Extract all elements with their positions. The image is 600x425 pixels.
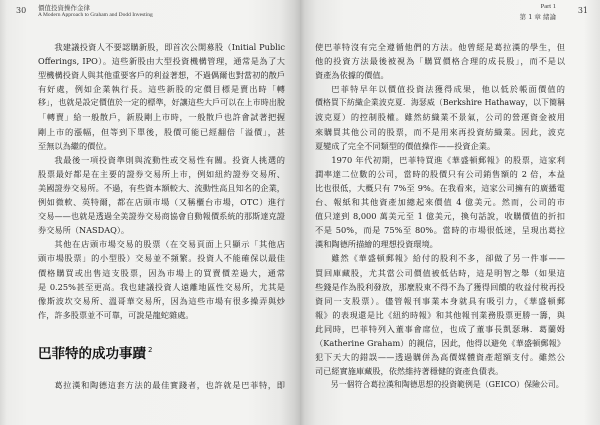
text-line: 台、報紙和其他資產加總起來價值 4 億美元。然而，公司的市	[315, 197, 565, 208]
text-line: 不是 50%，而是 75%至 80%。當時的市場很低迷，呈現出葛拉	[315, 225, 565, 236]
paragraph	[315, 40, 565, 82]
text-line: 漢和陶德所描繪的理想投資環境。	[315, 239, 438, 250]
text-line: 型機構投資人與其他重要客戶的利益著想，不過偶爾也對當初的散戶	[38, 70, 285, 81]
text-line: 交易——也就是透過全美證券交易商協會自動報價系統的那斯達克證	[38, 211, 285, 222]
text-line: 股票最好都是在主要的證券交易所上市，例如紐約證券交易所、	[38, 168, 285, 179]
text-line: 像斯波坎交易所、溫哥華交易所，因為這些市場有很多操弄與炒	[38, 295, 285, 306]
text-line: 頭市場股票」的小型股）交易並不頻繁。投資人不能確保以最佳	[38, 253, 285, 264]
text-line: 價格買下紡織企業波克夏．海瑟威（Berkshire Hathaway，以下簡稱	[315, 98, 565, 108]
text-line: 至無以為繼的價位。	[38, 140, 112, 151]
text-line: （Katherine Graham）的親信，因此，他得以避免《華盛頓郵報》	[315, 337, 565, 348]
text-line: Offerings, IPO）。這些新股由大型投資機構管理，通常是為了大	[38, 56, 285, 67]
text-line: 資同一支股票）。儘管報刊事業本身就具有吸引力，《華盛頓郵	[315, 295, 565, 306]
running-head-part: Part 1	[540, 3, 556, 10]
text-line: 值只達到 8,000 萬美元至 1 億美元，換句話說，收購價值的折扣	[315, 211, 565, 222]
paragraph	[315, 82, 565, 152]
text-line: 資產為依據的價值。	[315, 70, 389, 81]
text-line: 葛拉漢和陶德這套方法的最佳實踐者，也許就是巴菲特，即	[54, 379, 285, 390]
text-line: 是 0.25%甚至更高。我也建議投資人遠離地區性交易所，尤其是	[38, 281, 285, 292]
body-text	[315, 40, 565, 392]
text-line: 有好處，例如企業執行長。這些新股的定價目標是賣出時「轉	[38, 84, 285, 95]
paragraph-group	[315, 40, 565, 392]
paragraph	[38, 378, 285, 392]
paragraph	[315, 251, 565, 378]
text-line: 些錢是作為股利發放，那麼股東不得不為了獲得回饋的收益付稅再投	[315, 281, 565, 292]
paragraph	[315, 378, 565, 392]
text-line: 另一個符合葛拉漢和陶德思想的投資範例是（GEICO）保險公司。	[330, 380, 564, 390]
text-line: 巴菲特早年以價值投資法獲得成果，他以低於帳面價值的	[331, 84, 565, 95]
text-line: 他的投資方法最後被視為「購買價格合理的成長股」，而不是以	[315, 56, 565, 67]
text-line: 潤率達二位數的公司，當時的股價只有公司銷售額的 2 倍，本益	[315, 168, 565, 179]
text-line: 例如微軟、英特爾，都在店頭市場（又稱櫃台市場，OTC）進行	[38, 197, 285, 208]
section-heading-text: 巴菲特的成功事蹟	[38, 345, 146, 362]
paragraph	[38, 153, 285, 238]
paragraph-group	[38, 40, 285, 322]
text-line: 美國證券交易所。不過，有些資本額較大、流動性高且知名的企業，	[38, 182, 285, 193]
text-line: 1970 年代初期，巴菲特買進《華盛頓郵報》的股票，這家利	[331, 154, 565, 165]
text-line: 來購買其他公司的股票，而不是用來再投資紡織業。因此，波克	[315, 126, 565, 137]
text-line: 雖然《華盛頓郵報》給付的股利不多，卻做了另一件事——	[331, 253, 565, 264]
paragraph	[38, 40, 285, 153]
text-line: 報》的表現還是比《紐約時報》和其他報刊業務股票更勝一籌，與	[315, 309, 565, 320]
page-number: 30	[16, 6, 27, 15]
text-line: 司已經實施庫藏股，依然維持著穩健的資產負債表。	[315, 366, 504, 377]
text-line: 移」，也就是設定價值於一定的標準，好讓這些大戶可以在上市時出脫	[38, 98, 285, 108]
text-line: 波克夏）的控制股權。雖然紡織業不景氣，公司的營運資金被用	[315, 112, 565, 123]
page-number: 31	[577, 6, 588, 15]
text-line: 券交易所（NASDAQ）。	[38, 225, 130, 236]
text-line: 我最後一項投資準則與流動性或交易性有關。投資人挑選的	[54, 154, 285, 165]
right-page	[300, 0, 600, 425]
paragraph-group	[38, 378, 285, 392]
body-text	[38, 40, 285, 392]
paragraph	[315, 153, 565, 252]
text-line: 作，許多股票並不可靠，可說是龍蛇雜處。	[38, 309, 194, 320]
text-line: 其他在店頭市場交易的股票（在交易頁面上只顯示「其他店	[54, 239, 285, 250]
text-line: 買回庫藏股，尤其當公司價值被低估時，這是明智之舉（如果這	[315, 267, 565, 278]
running-head-chapter: 第 1 章 緒論	[519, 13, 556, 21]
section-heading	[38, 338, 285, 362]
text-line: 此同時，巴菲特列入董事會席位，也成了董事長凱瑟琳．葛蘭姆	[315, 323, 565, 334]
running-head-book-title: 價值投資操作金律	[38, 4, 90, 12]
text-line: 剛上市的漲幅，但等到下單後，股價可能已經翻倍「溢價」，甚	[38, 126, 285, 137]
text-line: 價格購買或出售這支股票，因為市場上的買賣價差過大，通常	[38, 267, 285, 278]
text-line: 犯下天大的錯誤——透過購併為高價媒體資產超額支付。雖然公	[315, 352, 565, 363]
running-head-book-subtitle: A Modern Approach to Graham and Dodd Investing	[38, 12, 153, 18]
footnote-marker: 2	[148, 345, 153, 354]
text-line: 「轉賣」給一般散戶，新股剛上市時，一般散戶也許會試著把握	[38, 112, 285, 123]
text-line: 夏變成了完全不同類型的價值操作——投資企業。	[315, 140, 496, 151]
text-line: 比也很低，大概只有 7%至 9%。在我看來，這家公司擁有的廣播電	[315, 182, 565, 193]
paragraph	[38, 237, 285, 322]
text-line: 我建議投資人不要認購新股，即首次公開募股（Initial Public	[54, 42, 285, 52]
text-line: 使巴菲特沒有完全遵循他們的方法。他曾經是葛拉漢的學生，但	[315, 42, 565, 52]
